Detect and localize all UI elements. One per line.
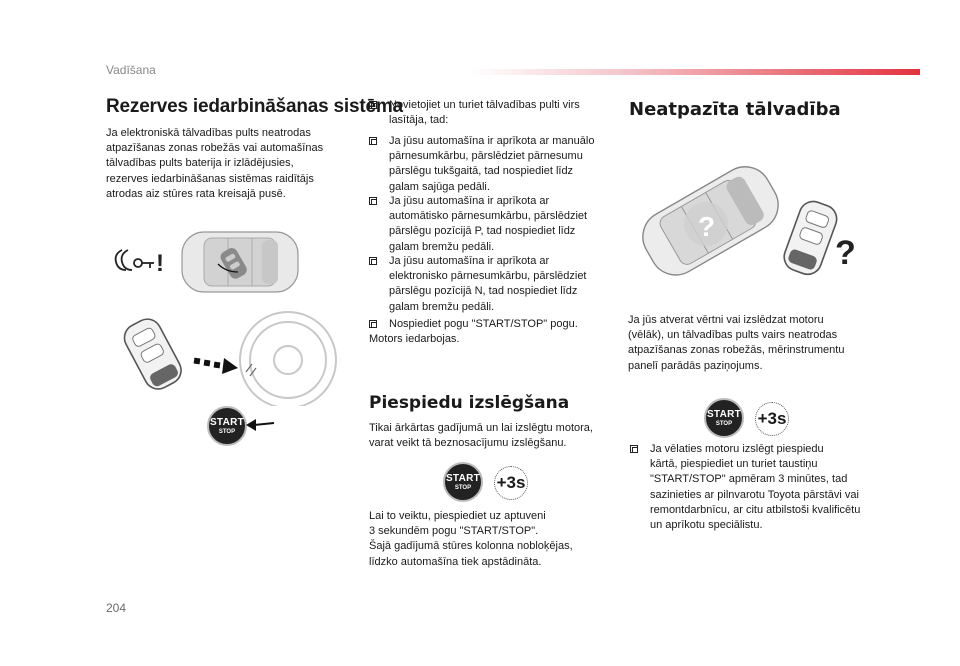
svg-text:!: ! — [156, 250, 164, 277]
text-line: rezerves iedarbināšanas sistēmas raidītājs — [106, 172, 314, 185]
text-line: lasītāja, tad: — [389, 114, 449, 127]
bullet-marker-icon — [369, 257, 377, 265]
bullet-item — [630, 442, 880, 533]
section-title: Vadīšana — [106, 63, 156, 77]
text-line: 3 sekundēm pogu "START/STOP". — [369, 525, 539, 538]
text-line: un aprīkotu speciālistu. — [650, 519, 763, 532]
text-line: pārnesumkārbu, pārslēdziet pārnesumu — [389, 150, 583, 163]
bullet-marker-icon — [369, 101, 377, 109]
text-line: "START/STOP" apmēram 3 minūtes, tad — [650, 473, 848, 486]
key-near-steering-icon — [110, 306, 340, 406]
bullet-item — [369, 254, 609, 315]
text-line: Novietojiet un turiet tālvadības pulti virs — [389, 99, 580, 111]
page-number: 204 — [106, 601, 127, 615]
text-line: pārslēgu pozīcijā N, tad nospiediet līdz — [389, 285, 578, 298]
key-warning-icon — [108, 226, 308, 296]
text-line: elektronisko pārnesumkārbu, pārslēdziet — [389, 270, 587, 283]
text-line: (vēlāk), un tālvadības pults vairs neatrodas — [628, 329, 838, 342]
start-label: START — [209, 417, 245, 428]
text-line: Ja jūsu automašīna ir aprīkota ar manuālo — [389, 135, 595, 147]
stop-label: STOP — [715, 421, 733, 427]
text-line: Ja vēlaties motoru izslēgt piespiedu — [650, 443, 824, 455]
text-line: remontdarbnīcu, ar citu atbilstoši kvalificētu — [650, 503, 861, 516]
start-label: START — [706, 409, 742, 420]
text-line: galam sajūga pedāli. — [389, 180, 490, 193]
svg-text:?: ? — [698, 211, 716, 242]
col1-paragraph — [106, 126, 346, 202]
heading-unrecognized-remote: Neatpazīta tālvadība — [629, 99, 841, 120]
text-line: sazinieties ar pilnvarotu Toyota pārstāvi vai — [650, 488, 859, 501]
text-line: panelī parādās paziņojums. — [628, 359, 763, 372]
stop-label: STOP — [454, 485, 472, 491]
text-line: pārslēgu pozīcijā P, tad nospiediet līdz — [389, 225, 576, 238]
text-line: Nospiediet pogu "START/STOP" pogu. — [389, 318, 578, 330]
question-mark: ? — [835, 234, 856, 272]
bullet-item — [369, 194, 609, 255]
start-stop-button-icon — [207, 406, 247, 446]
text-line: Ja jūsu automašīna ir aprīkota ar — [389, 195, 550, 207]
heading-forced-shutdown: Piespiedu izslēgšana — [369, 393, 570, 413]
text-line: pārslēgu tukšgaitā, tad nospiediet līdz — [389, 165, 574, 178]
text-line: galam bremžu pedāli. — [389, 300, 495, 313]
text-line: Ja jūsu automašīna ir aprīkota ar — [389, 255, 550, 267]
bullet-marker-icon — [630, 445, 638, 453]
bullet-continuation: Motors iedarbojas. — [369, 333, 460, 345]
text-line: Šajā gadījumā stūres kolonna nobloķējas, — [369, 540, 573, 553]
col2-paragraph-3 — [369, 509, 609, 570]
plus-3s-timer-icon: +3s — [755, 402, 789, 436]
col2-paragraph-2 — [369, 421, 609, 451]
arrow-left-icon — [246, 416, 276, 434]
text-line: līdzko automašīna tiek apstādināta. — [369, 555, 542, 568]
text-line: tālvadības pults baterija ir izlādējusies, — [106, 157, 294, 170]
start-label: START — [445, 473, 481, 484]
text-line: automātisko pārnesumkārbu, pārslēdziet — [389, 210, 588, 223]
heading-backup-start-system: Rezerves iedarbināšanas sistēma — [106, 96, 403, 117]
text-line: atrodas aiz stūres rata kreisajā pusē. — [106, 187, 286, 200]
text-line: Ja elektroniskā tālvadības pults neatrodas — [106, 127, 311, 139]
bullet-marker-icon — [369, 320, 377, 328]
car-and-key-unknown-icon — [630, 150, 870, 290]
header-accent-bar — [470, 69, 920, 75]
text-line: atpazīšanas zonas robežās vai automašīnas — [106, 142, 324, 155]
text-line: varat veikt tā beznosacījumu izslēgšanu. — [369, 437, 567, 450]
bullet-item — [369, 134, 609, 195]
col3-paragraph — [628, 313, 878, 374]
bullet-marker-icon — [369, 137, 377, 145]
text-line: galam bremžu pedāli. — [389, 240, 495, 253]
bullet-item — [369, 317, 609, 332]
bullet-item — [369, 98, 609, 128]
text-line: Lai to veiktu, piespiediet uz aptuveni — [369, 510, 546, 522]
stop-label: STOP — [218, 429, 236, 435]
text-line: kārtā, piespiediet un turiet taustiņu — [650, 458, 818, 471]
plus-3s-timer-icon: +3s — [494, 466, 528, 500]
bullet-marker-icon — [369, 197, 377, 205]
text-line: atpazīšanas zonas robežās, mērinstrumentu — [628, 344, 845, 357]
text-line: Ja jūs atverat vērtni vai izslēdzat motoru — [628, 314, 824, 326]
start-stop-button-icon — [704, 398, 744, 438]
start-stop-button-icon — [443, 462, 483, 502]
text-line: Tikai ārkārtas gadījumā un lai izslēgtu motora, — [369, 422, 593, 434]
